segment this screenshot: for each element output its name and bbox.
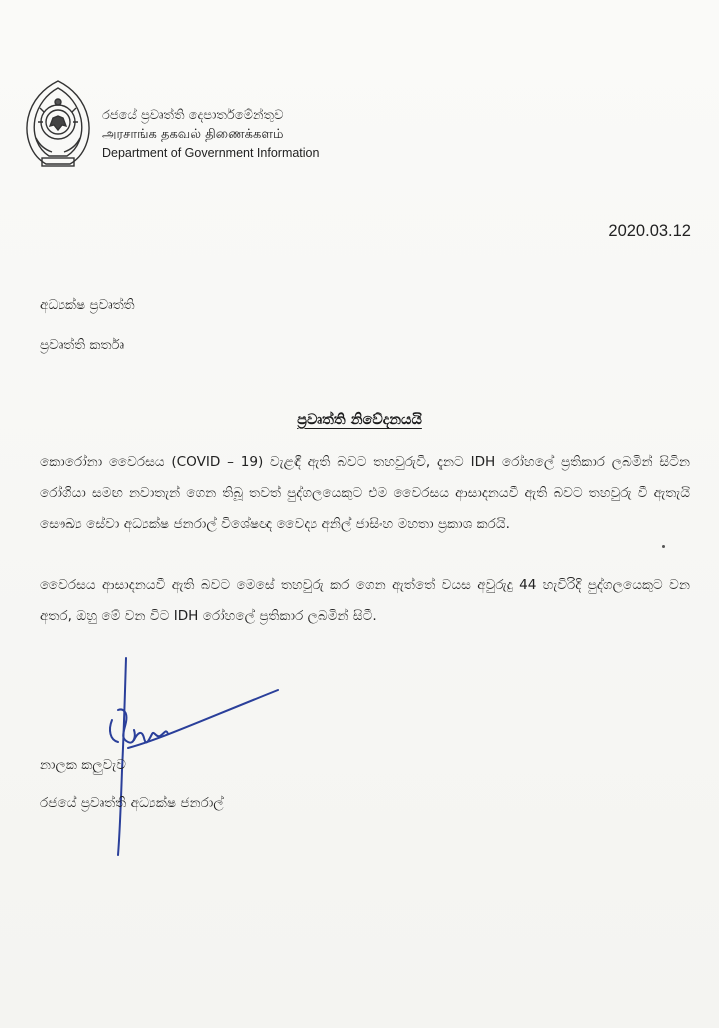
- notice-title: [0, 412, 719, 428]
- org-name-english: Department of Government Information: [102, 146, 320, 160]
- signatory-title: රජයේ ප්‍රවෘත්ති අධ්‍යක්ෂ ජනරාල්: [40, 795, 224, 811]
- signatory-name: නාලක කලුවැව: [40, 757, 126, 773]
- body-paragraph-2: වෛරසය ආසාදනයවී ඇති බවට මෙසේ තහවුරු කර ගෙන ඇත්තේ වයස අවුරුදු 44 හැවිරිදි පුද්ගලයෙකුට වන අතර, ඔහු මේ වන විට IDH රෝහලේ ප්‍රතිකාර ලබමින් සිටී.: [40, 577, 690, 624]
- letterhead: [22, 78, 362, 178]
- notice-title-text: ප්‍රවෘත්ති නිවේදනයයි: [297, 412, 422, 428]
- body-paragraph-1: කොරෝනා වෛරසය (COVID – 19) වැළඳී ඇති බවට තහවුරුවී, දැනට IDH රෝහලේ ප්‍රතිකාර ලබමින් සිටින රෝගියා සමඟ නවාතැන් ගෙන තිබූ තවත් පුද්ගලයෙකුට එම වෛරසය ආසාදනයවී ඇති බවට තහවුරු වී ඇතැයි සෞඛ්‍ය සේවා අධ්‍යක්ෂ ජනරාල් විශේෂඥ වෛද්‍ය අනිල් ජාසිංහ මහතා ප්‍රකාශ කරයි.: [40, 454, 690, 532]
- org-name-tamil: அரசாங்க தகவல் திணைக்களம்: [102, 127, 284, 142]
- stray-mark: [662, 545, 665, 548]
- org-name-sinhala: රජයේ ප්‍රවෘත්ති දෙපාර්තමේන්තුව: [102, 108, 284, 123]
- handwritten-signature: [88, 650, 288, 860]
- recipient-1: අධ්‍යක්ෂ ප්‍රවෘත්ති: [40, 297, 135, 313]
- sri-lanka-emblem-icon: [22, 78, 94, 174]
- recipient-2: ප්‍රවෘත්ති කර්තෘ: [40, 337, 125, 353]
- letter-date: 2020.03.12: [608, 222, 691, 240]
